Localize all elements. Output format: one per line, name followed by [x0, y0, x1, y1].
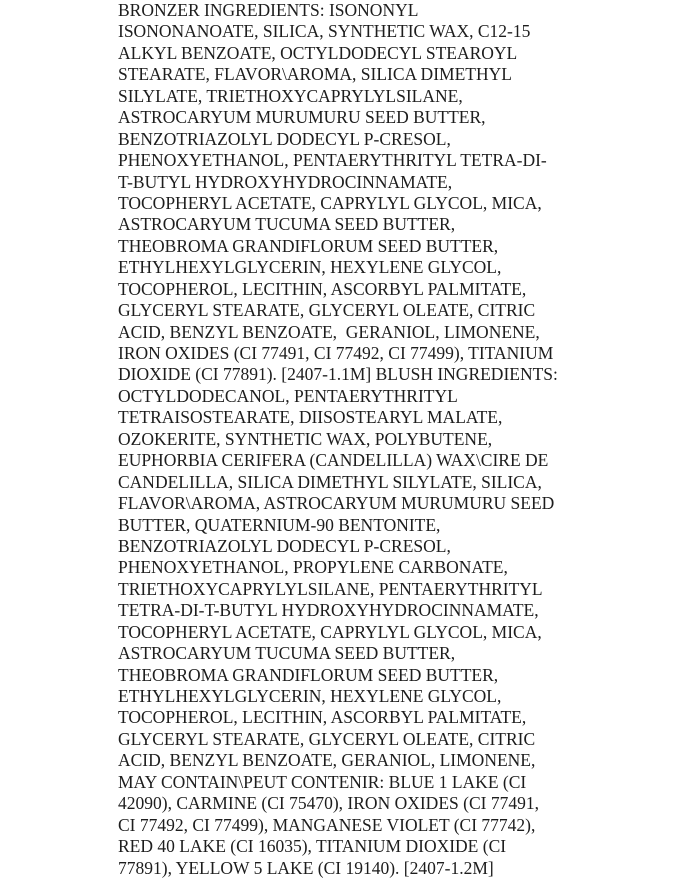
ingredients-text-line: BENZOTRIAZOLYL DODECYL P-CRESOL,: [118, 128, 451, 149]
ingredients-text-line: ASTROCARYUM MURUMURU SEED BUTTER,: [118, 107, 486, 128]
ingredients-text-line: ACID, BENZYL BENZOATE, GERANIOL, LIMONENE,: [118, 750, 536, 771]
ingredients-text-line: ISONONANOATE, SILICA, SYNTHETIC WAX, C12-15: [118, 21, 531, 42]
ingredients-text-block: [118, 0, 588, 879]
ingredients-text-line: OZOKERITE, SYNTHETIC WAX, POLYBUTENE,: [118, 428, 493, 449]
ingredients-text-line: STEARATE, FLAVOR\AROMA, SILICA DIMETHYL: [118, 64, 512, 85]
ingredients-text-line: ASTROCARYUM TUCUMA SEED BUTTER,: [118, 643, 456, 664]
ingredients-text-line: TOCOPHEROL, LECITHIN, ASCORBYL PALMITATE,: [118, 707, 527, 728]
ingredients-text-line: PHENOXYETHANOL, PROPYLENE CARBONATE,: [118, 557, 508, 578]
ingredients-text-line: TOCOPHEROL, LECITHIN, ASCORBYL PALMITATE,: [118, 278, 527, 299]
ingredients-text-line: ETHYLHEXYLGLYCERIN, HEXYLENE GLYCOL,: [118, 257, 502, 278]
ingredients-text-line: CANDELILLA, SILICA DIMETHYL SILYLATE, SILICA,: [118, 471, 542, 492]
ingredients-text-line: PHENOXYETHANOL, PENTAERYTHRITYL TETRA-DI-: [118, 150, 547, 171]
ingredients-text-line: MAY CONTAIN\PEUT CONTENIR: BLUE 1 LAKE (CI: [118, 771, 527, 792]
ingredients-text-line: TOCOPHERYL ACETATE, CAPRYLYL GLYCOL, MICA,: [118, 192, 542, 213]
ingredients-text-line: ASTROCARYUM TUCUMA SEED BUTTER,: [118, 214, 456, 235]
ingredients-text-line: EUPHORBIA CERIFERA (CANDELILLA) WAX\CIRE DE: [118, 450, 549, 471]
ingredients-text-line: IRON OXIDES (CI 77491, CI 77492, CI 77499), TITANIUM: [118, 343, 554, 363]
ingredients-text-line: ACID, BENZYL BENZOATE, GERANIOL, LIMONENE,: [118, 321, 540, 342]
ingredients-text-line: CI 77492, CI 77499), MANGANESE VIOLET (CI 77742),: [118, 814, 536, 835]
ingredients-text-line: SILYLATE, TRIETHOXYCAPRYLYLSILANE,: [118, 85, 463, 106]
ingredients-text-line: TETRA-DI-T-BUTYL HYDROXYHYDROCINNAMATE,: [118, 600, 539, 621]
ingredients-text-line: 77891), YELLOW 5 LAKE (CI 19140). [2407-1.2M]: [118, 857, 494, 878]
ingredients-text-line: BUTTER, QUATERNIUM-90 BENTONITE,: [118, 514, 441, 535]
ingredients-text-line: DIOXIDE (CI 77891). [2407-1.1M] BLUSH INGREDIENTS:: [118, 364, 558, 385]
ingredients-text-line: FLAVOR\AROMA, ASTROCARYUM MURUMURU SEED: [118, 493, 555, 514]
ingredients-text-line: THEOBROMA GRANDIFLORUM SEED BUTTER,: [118, 664, 499, 685]
ingredients-text-line: OCTYLDODECANOL, PENTAERYTHRITYL: [118, 385, 458, 406]
ingredients-text-line: RED 40 LAKE (CI 16035), TITANIUM DIOXIDE (CI: [118, 836, 507, 857]
ingredients-text-line: TOCOPHERYL ACETATE, CAPRYLYL GLYCOL, MICA,: [118, 621, 542, 642]
ingredients-text-line: BENZOTRIAZOLYL DODECYL P-CRESOL,: [118, 535, 451, 556]
ingredients-text-line: GLYCERYL STEARATE, GLYCERYL OLEATE, CITRIC: [118, 300, 536, 321]
ingredients-text-line: ALKYL BENZOATE, OCTYLDODECYL STEAROYL: [118, 42, 518, 63]
ingredients-text-line: T-BUTYL HYDROXYHYDROCINNAMATE,: [118, 171, 453, 192]
ingredients-text-line: TRIETHOXYCAPRYLYLSILANE, PENTAERYTHRITYL: [118, 578, 543, 599]
ingredients-text-line: GLYCERYL STEARATE, GLYCERYL OLEATE, CITRIC: [118, 728, 536, 749]
ingredients-text-line: 42090), CARMINE (CI 75470), IRON OXIDES (CI 77491,: [118, 793, 539, 814]
ingredients-text-line: TETRAISOSTEARATE, DIISOSTEARYL MALATE,: [118, 407, 503, 428]
ingredients-text-line: BRONZER INGREDIENTS: ISONONYL: [118, 0, 419, 20]
ingredients-text-line: THEOBROMA GRANDIFLORUM SEED BUTTER,: [118, 235, 499, 256]
ingredients-text-line: ETHYLHEXYLGLYCERIN, HEXYLENE GLYCOL,: [118, 686, 502, 706]
